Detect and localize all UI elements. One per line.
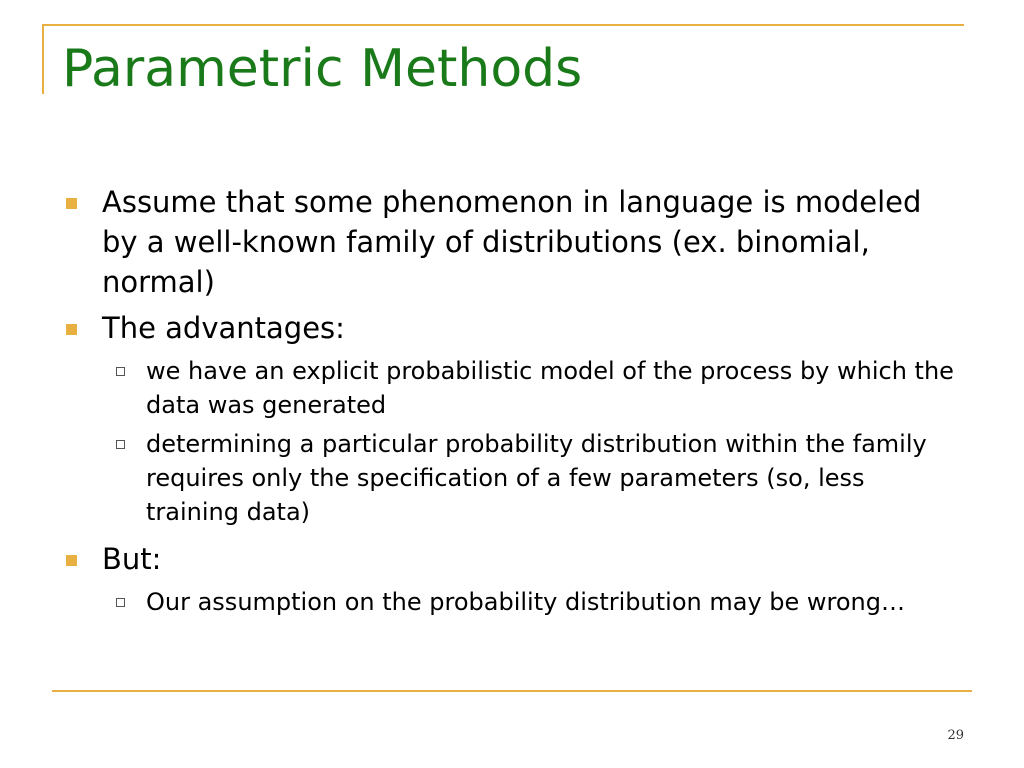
square-bullet-icon xyxy=(66,198,77,209)
sub-bullet-text: determining a particular probability distribution within the family requires only the specification of a few parameters (so, less training data) xyxy=(146,430,927,526)
sub-bullet-text: we have an explicit probabilistic model of the process by which the data was generated xyxy=(146,357,954,419)
left-frame-line xyxy=(42,24,44,94)
slide-title: Parametric Methods xyxy=(62,39,583,99)
top-frame-line xyxy=(42,24,964,26)
hollow-square-bullet-icon xyxy=(116,440,125,449)
hollow-square-bullet-icon xyxy=(116,598,125,607)
square-bullet-icon xyxy=(66,555,77,566)
but-sublist xyxy=(60,585,960,619)
bullet-text: Assume that some phenomenon in language is modeled by a well-known family of distributions (ex. binomial, normal) xyxy=(102,185,922,299)
advantages-sublist xyxy=(60,354,960,529)
bullet-advantages xyxy=(60,308,960,348)
sub-bullet-assumption-wrong xyxy=(146,585,960,619)
bullet-but xyxy=(60,539,960,579)
sub-bullet-few-parameters xyxy=(146,427,960,529)
bottom-frame-line xyxy=(52,690,972,692)
page-number: 29 xyxy=(947,728,964,743)
slide-content xyxy=(60,182,960,629)
bullet-text: But: xyxy=(102,542,162,576)
square-bullet-icon xyxy=(66,324,77,335)
bullet-text: The advantages: xyxy=(102,311,345,345)
sub-bullet-explicit-model xyxy=(146,354,960,422)
bullet-assume xyxy=(60,182,960,302)
sub-bullet-text: Our assumption on the probability distribution may be wrong… xyxy=(146,588,905,616)
hollow-square-bullet-icon xyxy=(116,367,125,376)
